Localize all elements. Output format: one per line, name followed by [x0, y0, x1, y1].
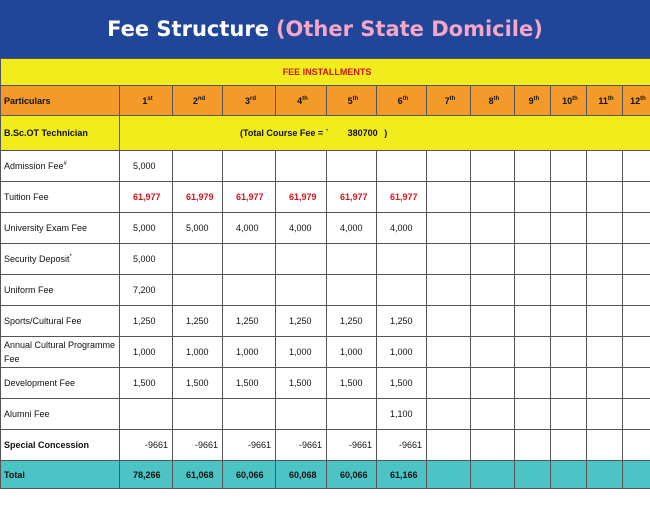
- fee-cell: [623, 368, 650, 399]
- total-row: [1, 461, 650, 489]
- installment-suffix: nd: [197, 95, 206, 102]
- fee-cell: [427, 461, 471, 489]
- fee-cell: 60,066: [223, 461, 276, 489]
- installment-suffix: th: [493, 95, 500, 102]
- fee-cell: 4,000: [276, 213, 327, 244]
- fee-cell: [587, 337, 623, 368]
- fee-cell: [276, 399, 327, 430]
- installments-label: FEE INSTALLMENTS: [1, 59, 650, 86]
- installment-header-11: [587, 86, 623, 116]
- row-label-text: Tuition Fee: [4, 192, 49, 202]
- fee-cell: 61,166: [377, 461, 427, 489]
- fee-cell: [427, 399, 471, 430]
- fee-cell: [427, 244, 471, 275]
- fee-cell: [551, 182, 587, 213]
- fee-cell: [327, 275, 377, 306]
- fee-cell: [223, 151, 276, 182]
- fee-cell: 1,500: [327, 368, 377, 399]
- fee-cell: [551, 368, 587, 399]
- course-total-close: ): [384, 128, 388, 138]
- fee-cell: 7,200: [120, 275, 173, 306]
- installment-header-8: [471, 86, 515, 116]
- fee-cell: [427, 151, 471, 182]
- installment-header-3: [223, 86, 276, 116]
- fee-cell: 61,977: [223, 182, 276, 213]
- fee-cell: [515, 399, 551, 430]
- installment-suffix: st: [147, 95, 153, 102]
- installment-number: 10: [562, 95, 573, 106]
- row-label-text: Development Fee: [4, 378, 76, 388]
- fee-cell: [623, 244, 650, 275]
- fee-cell: [471, 275, 515, 306]
- fee-cell: [173, 399, 223, 430]
- row-label: [1, 213, 120, 244]
- fee-row: [1, 368, 650, 399]
- fee-table: [0, 58, 650, 489]
- installment-header-1: [120, 86, 173, 116]
- row-label: [1, 275, 120, 306]
- installment-number: 4: [297, 95, 303, 106]
- fee-cell: [471, 430, 515, 461]
- fee-cell: [587, 430, 623, 461]
- installment-header-2: [173, 86, 223, 116]
- row-label: [1, 399, 120, 430]
- page-subtitle: (Other State Domicile): [275, 17, 543, 41]
- fee-cell: [471, 461, 515, 489]
- fee-cell: [587, 461, 623, 489]
- particulars-header: Particulars: [1, 86, 120, 116]
- fee-cell: 5,000: [120, 244, 173, 275]
- installment-number: 8: [488, 95, 494, 106]
- fee-cell: [276, 275, 327, 306]
- course-row: [1, 116, 650, 151]
- column-header-row: [1, 86, 650, 116]
- fee-cell: [471, 213, 515, 244]
- row-label-text: Special Concession: [4, 440, 90, 450]
- fee-cell: [223, 275, 276, 306]
- fee-cell: [551, 151, 587, 182]
- fee-cell: [551, 430, 587, 461]
- installment-suffix: th: [640, 95, 646, 102]
- page-header: [0, 0, 650, 58]
- fee-cell: [587, 213, 623, 244]
- fee-cell: [173, 151, 223, 182]
- fee-cell: 1,250: [377, 306, 427, 337]
- fee-cell: [223, 399, 276, 430]
- fee-cell: 1,250: [276, 306, 327, 337]
- fee-cell: [427, 275, 471, 306]
- fee-cell: 5,000: [173, 213, 223, 244]
- row-label-text: Annual Cultural Programme Fee: [4, 340, 116, 364]
- installments-row: [1, 59, 650, 86]
- fee-cell: 1,500: [173, 368, 223, 399]
- fee-cell: [515, 368, 551, 399]
- fee-cell: [515, 306, 551, 337]
- fee-cell: 1,500: [223, 368, 276, 399]
- fee-cell: [515, 244, 551, 275]
- fee-cell: [327, 151, 377, 182]
- installment-number: 12: [630, 95, 641, 106]
- fee-cell: [551, 337, 587, 368]
- fee-cell: [551, 244, 587, 275]
- installment-suffix: th: [352, 95, 359, 102]
- fee-cell: 78,266: [120, 461, 173, 489]
- installment-number: 1: [142, 95, 148, 106]
- fee-cell: [551, 213, 587, 244]
- installment-number: 5: [347, 95, 353, 106]
- installment-header-6: [377, 86, 427, 116]
- fee-cell: [276, 151, 327, 182]
- fee-cell: [587, 244, 623, 275]
- installment-suffix: th: [302, 95, 308, 102]
- installment-number: 3: [244, 95, 250, 106]
- row-label-text: Sports/Cultural Fee: [4, 316, 82, 326]
- fee-cell: [427, 368, 471, 399]
- fee-cell: -9661: [276, 430, 327, 461]
- fee-row: [1, 275, 650, 306]
- fee-cell: 1,500: [120, 368, 173, 399]
- fee-row: [1, 182, 650, 213]
- fee-cell: [515, 182, 551, 213]
- installment-suffix: th: [402, 95, 409, 102]
- fee-cell: [587, 182, 623, 213]
- installment-number: 7: [444, 95, 450, 106]
- installment-header-5: [327, 86, 377, 116]
- fee-cell: [427, 306, 471, 337]
- fee-cell: 5,000: [120, 213, 173, 244]
- row-label: [1, 461, 120, 489]
- installment-header-12: [623, 86, 650, 116]
- installment-suffix: rd: [250, 95, 256, 102]
- row-label: [1, 151, 120, 182]
- fee-cell: -9661: [327, 430, 377, 461]
- fee-cell: [327, 244, 377, 275]
- fee-cell: [471, 306, 515, 337]
- fee-cell: 61,977: [120, 182, 173, 213]
- fee-cell: 1,500: [276, 368, 327, 399]
- fee-row: [1, 244, 650, 275]
- fee-cell: [223, 244, 276, 275]
- fee-cell: -9661: [173, 430, 223, 461]
- fee-cell: [471, 337, 515, 368]
- row-label: [1, 337, 120, 368]
- fee-cell: [377, 275, 427, 306]
- fee-cell: [623, 461, 650, 489]
- fee-cell: [471, 368, 515, 399]
- row-label-text: Alumni Fee: [4, 409, 50, 419]
- fee-row: [1, 399, 650, 430]
- course-total-label: (Total Course Fee = `: [240, 128, 329, 138]
- row-label: [1, 182, 120, 213]
- fee-cell: 1,500: [377, 368, 427, 399]
- fee-cell: [551, 306, 587, 337]
- fee-cell: 1,250: [327, 306, 377, 337]
- fee-cell: [471, 244, 515, 275]
- fee-cell: 60,068: [276, 461, 327, 489]
- fee-cell: [623, 399, 650, 430]
- footnote-mark: *: [69, 254, 72, 260]
- fee-cell: [427, 213, 471, 244]
- fee-row: [1, 213, 650, 244]
- installment-header-7: [427, 86, 471, 116]
- fee-cell: 1,000: [173, 337, 223, 368]
- fee-cell: [587, 399, 623, 430]
- fee-cell: 1,250: [120, 306, 173, 337]
- fee-row: [1, 151, 650, 182]
- installment-header-9: [515, 86, 551, 116]
- fee-cell: [515, 337, 551, 368]
- fee-cell: [427, 182, 471, 213]
- fee-cell: 1,000: [327, 337, 377, 368]
- fee-cell: 61,977: [327, 182, 377, 213]
- fee-cell: 1,000: [276, 337, 327, 368]
- fee-cell: [551, 275, 587, 306]
- fee-cell: 61,068: [173, 461, 223, 489]
- fee-cell: 60,066: [327, 461, 377, 489]
- installment-header-10: [551, 86, 587, 116]
- fee-cell: [471, 151, 515, 182]
- row-label-text: Security Deposit: [4, 254, 70, 264]
- installment-suffix: th: [607, 95, 614, 102]
- fee-cell: -9661: [120, 430, 173, 461]
- fee-cell: [623, 306, 650, 337]
- fee-cell: [587, 275, 623, 306]
- row-label-text: Admission Fee: [4, 161, 64, 171]
- fee-row: [1, 306, 650, 337]
- fee-cell: 4,000: [377, 213, 427, 244]
- row-label: [1, 368, 120, 399]
- fee-cell: [173, 244, 223, 275]
- fee-cell: [120, 399, 173, 430]
- fee-cell: 1,250: [173, 306, 223, 337]
- installment-suffix: th: [449, 95, 456, 102]
- fee-cell: 4,000: [223, 213, 276, 244]
- fee-cell: [551, 399, 587, 430]
- fee-row: [1, 337, 650, 368]
- fee-cell: 1,000: [223, 337, 276, 368]
- row-label: [1, 430, 120, 461]
- fee-cell: [515, 275, 551, 306]
- installment-header-4: [276, 86, 327, 116]
- fee-cell: [623, 151, 650, 182]
- page-title: Fee Structure: [107, 17, 269, 41]
- fee-cell: [377, 244, 427, 275]
- installment-suffix: th: [572, 95, 578, 102]
- fee-cell: [471, 182, 515, 213]
- fee-cell: [173, 275, 223, 306]
- fee-cell: [587, 151, 623, 182]
- fee-cell: 61,977: [377, 182, 427, 213]
- fee-cell: [377, 151, 427, 182]
- fee-cell: [515, 430, 551, 461]
- fee-cell: [587, 306, 623, 337]
- fee-cell: [427, 337, 471, 368]
- concession-row: [1, 430, 650, 461]
- fee-cell: 1,250: [223, 306, 276, 337]
- fee-cell: [623, 430, 650, 461]
- installment-number: 9: [528, 95, 534, 106]
- fee-cell: [427, 430, 471, 461]
- course-name: B.Sc.OT Technician: [1, 116, 120, 151]
- row-label: [1, 306, 120, 337]
- fee-cell: 5,000: [120, 151, 173, 182]
- fee-cell: [551, 461, 587, 489]
- fee-cell: -9661: [223, 430, 276, 461]
- fee-cell: 1,000: [377, 337, 427, 368]
- fee-cell: [623, 213, 650, 244]
- installment-suffix: th: [533, 95, 540, 102]
- fee-cell: [327, 399, 377, 430]
- footnote-mark: #: [63, 161, 67, 167]
- course-total-value: 380700: [347, 128, 378, 138]
- installment-number: 11: [598, 95, 608, 106]
- fee-cell: [515, 461, 551, 489]
- fee-cell: [471, 399, 515, 430]
- row-label-text: Uniform Fee: [4, 285, 54, 295]
- fee-cell: 61,979: [276, 182, 327, 213]
- fee-cell: [623, 337, 650, 368]
- fee-cell: [623, 275, 650, 306]
- installment-number: 6: [397, 95, 403, 106]
- installment-number: 2: [192, 95, 198, 106]
- fee-cell: [515, 213, 551, 244]
- fee-cell: 61,979: [173, 182, 223, 213]
- fee-cell: [276, 244, 327, 275]
- fee-cell: 1,000: [120, 337, 173, 368]
- fee-cell: [515, 151, 551, 182]
- course-total-cell: [120, 116, 650, 151]
- fee-cell: [587, 368, 623, 399]
- fee-cell: 1,100: [377, 399, 427, 430]
- row-label-text: University Exam Fee: [4, 223, 88, 233]
- row-label: [1, 244, 120, 275]
- fee-cell: [623, 182, 650, 213]
- fee-cell: 4,000: [327, 213, 377, 244]
- fee-cell: -9661: [377, 430, 427, 461]
- row-label-text: Total: [4, 469, 25, 480]
